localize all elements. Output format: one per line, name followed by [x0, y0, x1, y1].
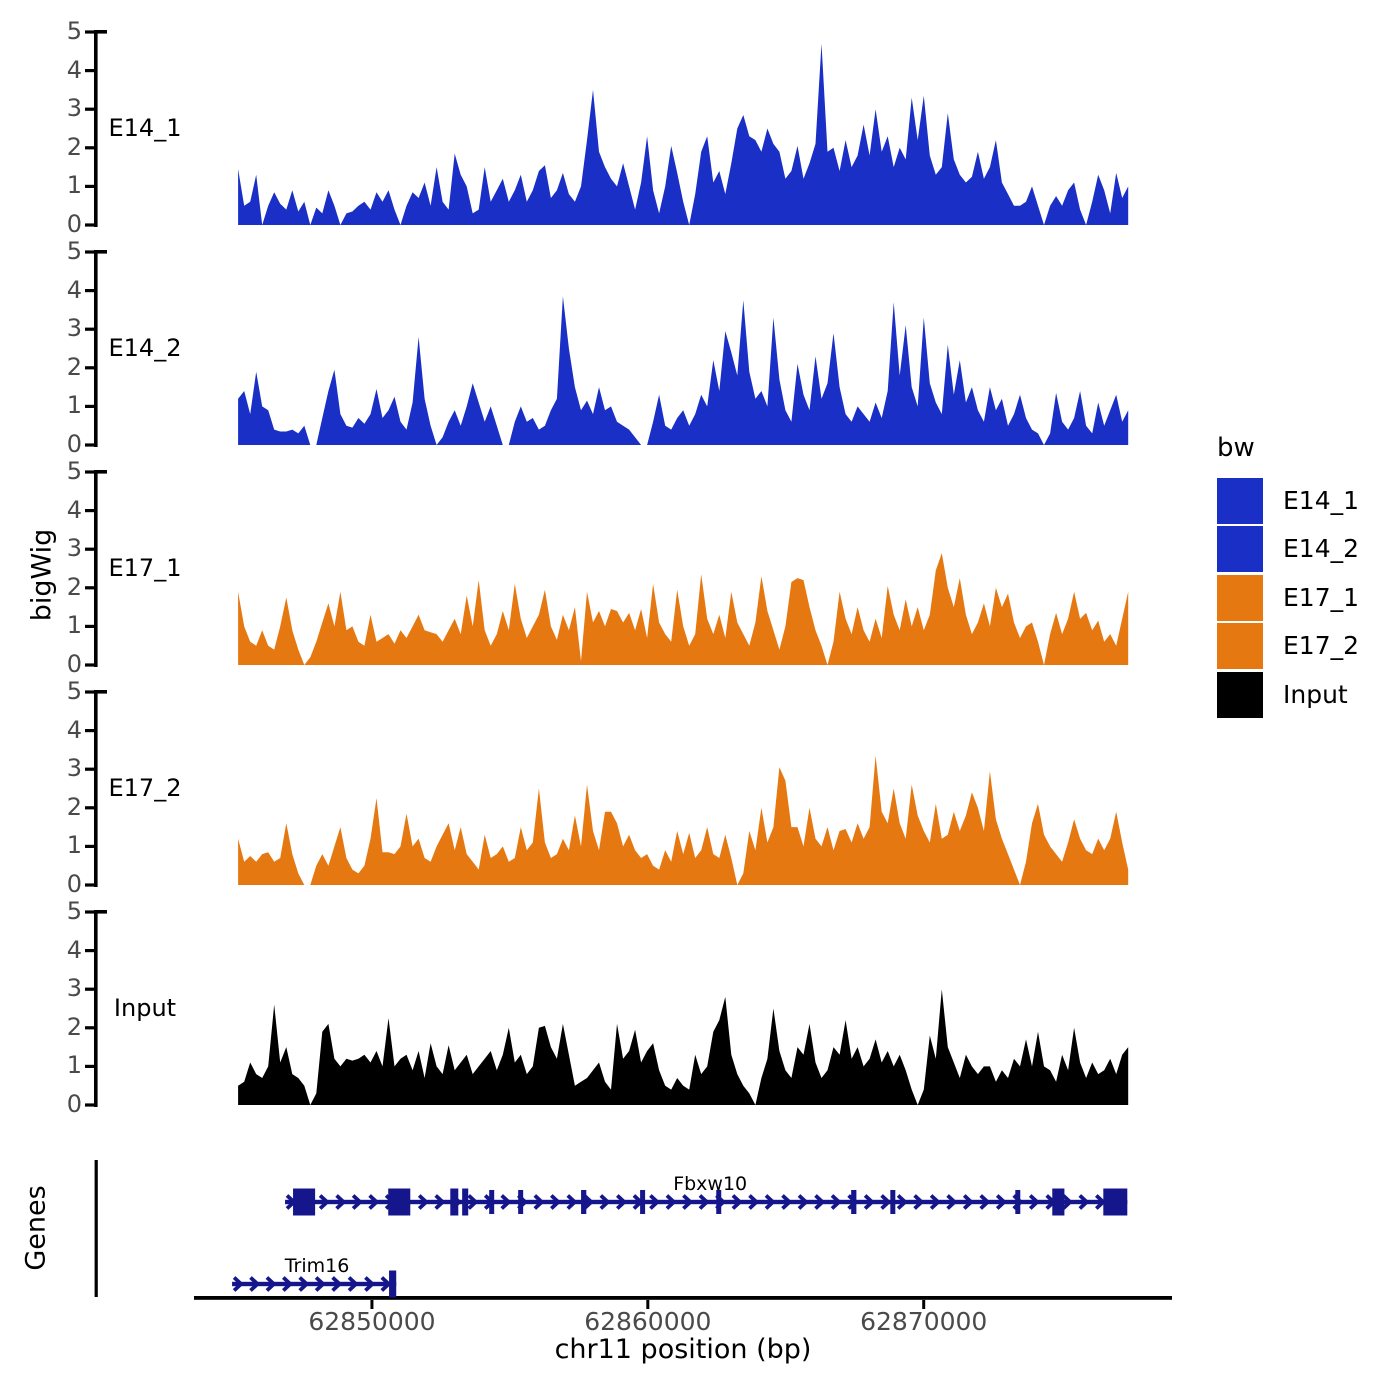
- y-tick-label: 0: [66, 430, 82, 458]
- legend-swatch-E14_1: [1217, 478, 1263, 524]
- exon-block: [450, 1189, 458, 1216]
- exon-block: [518, 1190, 523, 1214]
- legend-label-E17_2: E17_2: [1283, 631, 1360, 661]
- y-tick-label: 3: [66, 754, 82, 783]
- y-tick-mark: [85, 729, 94, 732]
- exon-block: [851, 1190, 856, 1214]
- y-tick-mark: [85, 1103, 94, 1106]
- legend-swatch-E14_2: [1217, 526, 1263, 572]
- y-tick-mark: [85, 910, 94, 913]
- y-axis-top-cap: [94, 250, 107, 254]
- x-tick-label: 62850000: [308, 1307, 436, 1336]
- gene-label-Trim16: Trim16: [284, 1255, 350, 1277]
- y-tick-label: 1: [66, 611, 82, 640]
- exon-block: [1052, 1189, 1064, 1216]
- y-tick-mark: [85, 108, 94, 111]
- y-tick-mark: [85, 328, 94, 331]
- y-tick-label: 2: [66, 572, 82, 601]
- legend-label-E17_1: E17_1: [1283, 582, 1360, 612]
- x-tick-label: 62870000: [860, 1307, 988, 1336]
- y-tick-mark: [85, 883, 94, 886]
- coverage-area-E17_2: [238, 756, 1128, 885]
- y-tick-label: 4: [66, 275, 82, 304]
- y-tick-label: 1: [66, 171, 82, 200]
- y-tick-mark: [85, 949, 94, 952]
- x-tick-label: 62860000: [584, 1307, 712, 1336]
- y-tick-label: 4: [66, 55, 82, 84]
- y-tick-mark: [85, 223, 94, 226]
- y-tick-label: 5: [66, 237, 82, 265]
- y-tick-mark: [85, 845, 94, 848]
- exon-block: [890, 1190, 895, 1214]
- y-tick-label: 4: [66, 495, 82, 524]
- y-tick-label: 0: [66, 210, 82, 238]
- genes-panel-title: Genes: [20, 1185, 52, 1271]
- y-tick-mark: [85, 405, 94, 408]
- x-axis-line: [194, 1296, 1172, 1300]
- y-tick-label: 5: [66, 457, 82, 485]
- y-tick-mark: [85, 548, 94, 551]
- y-tick-label: 2: [66, 1012, 82, 1041]
- exon-block: [1015, 1190, 1020, 1214]
- y-tick-label: 3: [66, 974, 82, 1003]
- legend-swatch-E17_1: [1217, 575, 1263, 621]
- track-label-Input: Input: [113, 994, 177, 1022]
- y-tick-mark: [85, 366, 94, 369]
- y-tick-label: 0: [66, 1090, 82, 1118]
- y-tick-label: 0: [66, 870, 82, 898]
- y-tick-mark: [85, 509, 94, 512]
- coverage-area-E17_1: [238, 553, 1128, 665]
- y-tick-label: 4: [66, 935, 82, 964]
- x-axis-title: chr11 position (bp): [554, 1334, 812, 1365]
- y-tick-label: 2: [66, 132, 82, 161]
- exon-block: [581, 1190, 586, 1214]
- legend-swatch-Input: [1217, 672, 1263, 718]
- coverage-area-E14_2: [238, 296, 1128, 445]
- exon-block: [640, 1190, 645, 1214]
- legend-label-E14_1: E14_1: [1283, 486, 1360, 515]
- y-tick-mark: [85, 586, 94, 589]
- y-tick-mark: [85, 988, 94, 991]
- track-label-E14_2: E14_2: [108, 334, 182, 362]
- y-tick-label: 1: [66, 831, 82, 860]
- y-tick-mark: [85, 185, 94, 188]
- legend-title: bw: [1217, 433, 1255, 463]
- y-tick-mark: [85, 1065, 94, 1068]
- y-tick-mark: [85, 663, 94, 666]
- legend-label-Input: Input: [1283, 679, 1348, 709]
- y-axis-top-cap: [94, 690, 107, 694]
- exon-block: [388, 1189, 410, 1216]
- y-tick-label: 1: [66, 391, 82, 420]
- y-tick-label: 2: [66, 352, 82, 381]
- coverage-area-Input: [238, 989, 1128, 1105]
- y-tick-label: 1: [66, 1051, 82, 1080]
- y-tick-mark: [85, 443, 94, 446]
- y-tick-label: 5: [66, 17, 82, 45]
- y-axis-top-cap: [94, 470, 107, 474]
- y-tick-mark: [85, 768, 94, 771]
- exon-block: [462, 1189, 468, 1216]
- y-tick-label: 3: [66, 534, 82, 563]
- y-tick-label: 3: [66, 94, 82, 123]
- y-tick-mark: [85, 69, 94, 72]
- legend-swatch-E17_2: [1217, 623, 1263, 669]
- y-tick-label: 2: [66, 792, 82, 821]
- exon-block: [293, 1189, 315, 1216]
- y-tick-mark: [85, 470, 94, 473]
- legend-label-E14_2: E14_2: [1283, 534, 1360, 564]
- y-axis-top-cap: [94, 910, 107, 914]
- y-tick-label: 4: [66, 715, 82, 744]
- y-tick-label: 5: [66, 677, 82, 705]
- y-tick-label: 0: [66, 650, 82, 678]
- track-label-E14_1: E14_1: [108, 114, 182, 142]
- y-tick-mark: [85, 250, 94, 253]
- exon-block: [489, 1190, 494, 1214]
- y-tick-mark: [85, 146, 94, 149]
- coverage-area-E14_1: [238, 44, 1128, 225]
- track-label-E17_2: E17_2: [108, 774, 182, 802]
- y-axis-top-cap: [94, 30, 107, 34]
- y-tick-label: 5: [66, 897, 82, 925]
- y-tick-mark: [85, 806, 94, 809]
- y-tick-label: 3: [66, 314, 82, 343]
- gene-label-Fbxw10: Fbxw10: [673, 1173, 748, 1195]
- y-tick-mark: [85, 1026, 94, 1029]
- y-tick-mark: [85, 690, 94, 693]
- genes-axis-line: [95, 1160, 98, 1297]
- y-tick-mark: [85, 30, 94, 33]
- track-label-E17_1: E17_1: [108, 554, 182, 582]
- y-tick-mark: [85, 289, 94, 292]
- y-axis-title: bigWig: [26, 528, 58, 622]
- exon-block: [1103, 1189, 1127, 1216]
- y-tick-mark: [85, 625, 94, 628]
- exon-block: [389, 1271, 396, 1298]
